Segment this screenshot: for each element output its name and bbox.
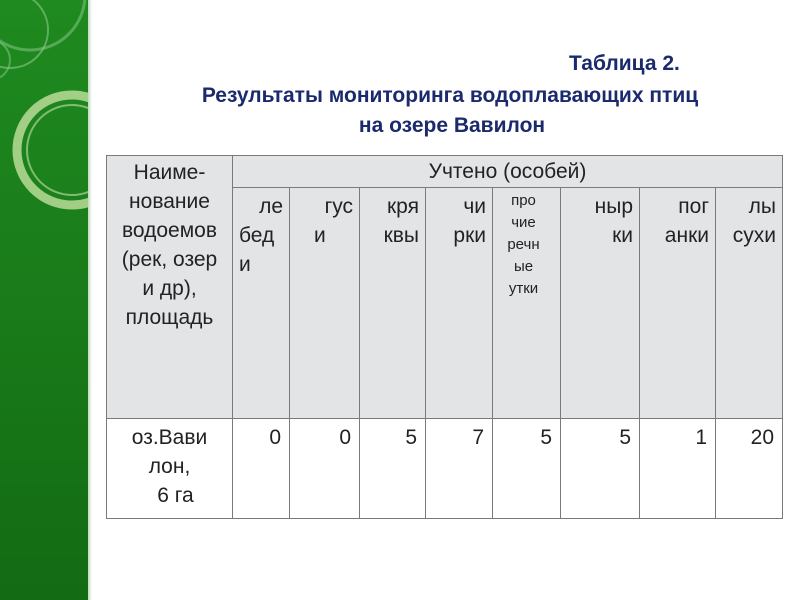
species-line: гус — [324, 195, 353, 218]
species-header-teals — [426, 188, 493, 419]
monitoring-table — [106, 155, 783, 519]
species-line: ки — [612, 224, 633, 247]
row-header-line: и др), — [142, 277, 197, 300]
group-header-cell: Учтено (особей) — [233, 156, 783, 188]
table-row — [107, 419, 783, 519]
species-header-coots — [716, 188, 783, 419]
species-header-other-river-ducks — [493, 188, 561, 419]
location-line: 6 га — [157, 484, 194, 507]
count-cell-mallards: 5 — [360, 419, 426, 519]
species-line: речн — [507, 236, 540, 253]
species-line: чие — [511, 214, 536, 231]
species-line: утки — [508, 280, 539, 297]
row-header-cell — [107, 156, 233, 419]
location-cell — [107, 419, 233, 519]
species-line: пог — [678, 195, 709, 218]
row-header-line: водоемов — [121, 219, 218, 242]
species-header-mallards — [360, 188, 426, 419]
count-cell-other-river-ducks: 5 — [493, 419, 561, 519]
row-header-line: (рек, озер — [121, 248, 218, 271]
count-cell-grebes: 1 — [640, 419, 716, 519]
page-title: Результаты мониторинга водоплавающих птиц — [201, 84, 699, 107]
species-line: квы — [383, 224, 419, 247]
species-header-geese — [290, 188, 360, 419]
decorative-circles-graphic — [0, 0, 88, 600]
species-line: кря — [386, 195, 419, 218]
species-line: про — [511, 192, 536, 209]
species-line: лы — [748, 195, 776, 218]
species-header-grebes — [640, 188, 716, 419]
count-cell-swans: 0 — [233, 419, 290, 519]
species-line: чи — [463, 195, 486, 218]
decorative-side-band — [0, 0, 88, 600]
page-subtitle: на озере Вавилон — [358, 114, 546, 137]
row-header-line: нование — [129, 190, 210, 213]
species-line: беди — [239, 224, 275, 276]
row-header-line: Наиме- — [133, 161, 206, 184]
count-cell-diving-ducks: 5 — [561, 419, 640, 519]
species-line: и — [314, 224, 326, 247]
row-header-line: площадь — [125, 306, 214, 329]
side-band-edge — [88, 0, 92, 600]
species-line: ныр — [594, 195, 633, 218]
count-cell-geese: 0 — [290, 419, 360, 519]
species-line: ле — [259, 195, 283, 218]
species-line: анки — [664, 224, 709, 247]
species-line: сухи — [732, 224, 776, 247]
species-line: ые — [513, 258, 534, 275]
table-header-row — [107, 156, 783, 188]
table-caption-number: Таблица 2. — [569, 52, 680, 75]
species-header-diving-ducks — [561, 188, 640, 419]
count-cell-teals: 7 — [426, 419, 493, 519]
count-cell-coots: 20 — [716, 419, 783, 519]
location-line: лон, — [148, 455, 191, 478]
species-line: рки — [453, 224, 486, 247]
location-line: оз.Вави — [131, 426, 208, 449]
species-header-swans — [233, 188, 290, 419]
